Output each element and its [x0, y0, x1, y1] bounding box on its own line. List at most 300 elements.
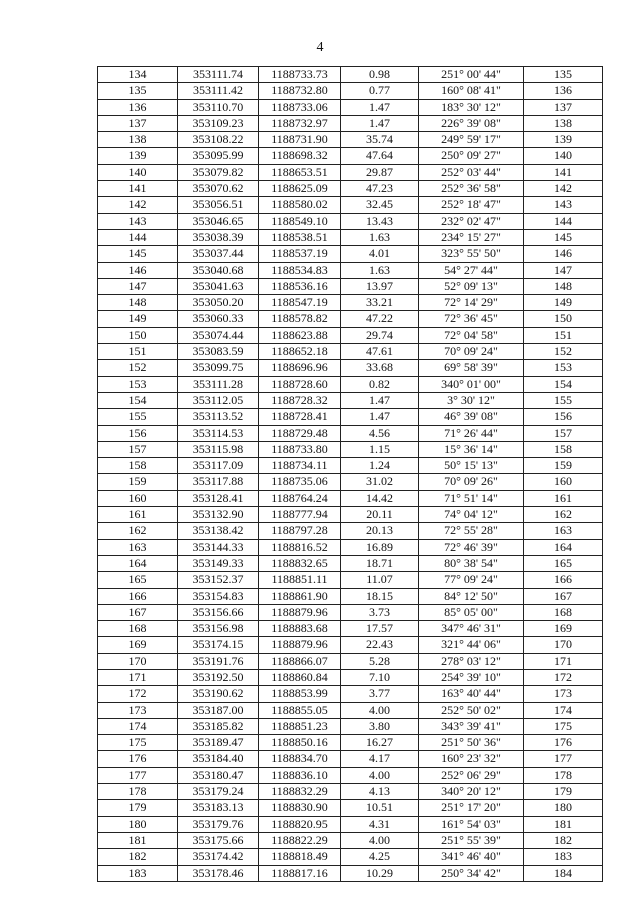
point-number-cell: 157 — [98, 441, 178, 457]
distance-cell: 7.10 — [341, 669, 419, 685]
bearing-cell: 252° 50' 02" — [419, 702, 524, 718]
coordinates-table-body — [98, 67, 603, 882]
distance-cell: 47.23 — [341, 181, 419, 197]
bearing-cell: 251° 55' 39" — [419, 832, 524, 848]
next-point-cell: 138 — [524, 115, 603, 131]
bearing-cell: 250° 09' 27" — [419, 148, 524, 164]
next-point-cell: 137 — [524, 99, 603, 115]
distance-cell: 47.22 — [341, 311, 419, 327]
x-coordinate-cell: 353183.13 — [178, 800, 259, 816]
y-coordinate-cell: 1188777.94 — [259, 507, 341, 523]
bearing-cell: 15° 36' 14" — [419, 441, 524, 457]
table-row — [98, 83, 603, 99]
bearing-cell: 252° 06' 29" — [419, 767, 524, 783]
distance-cell: 31.02 — [341, 474, 419, 490]
y-coordinate-cell: 1188733.73 — [259, 67, 341, 83]
x-coordinate-cell: 353111.74 — [178, 67, 259, 83]
distance-cell: 35.74 — [341, 132, 419, 148]
point-number-cell: 153 — [98, 376, 178, 392]
coordinates-table — [97, 66, 603, 882]
point-number-cell: 143 — [98, 213, 178, 229]
table-row — [98, 474, 603, 490]
point-number-cell: 154 — [98, 392, 178, 408]
table-row — [98, 735, 603, 751]
point-number-cell: 135 — [98, 83, 178, 99]
bearing-cell: 347° 46' 31" — [419, 621, 524, 637]
x-coordinate-cell: 353152.37 — [178, 572, 259, 588]
y-coordinate-cell: 1188578.82 — [259, 311, 341, 327]
point-number-cell: 179 — [98, 800, 178, 816]
point-number-cell: 149 — [98, 311, 178, 327]
x-coordinate-cell: 353154.83 — [178, 588, 259, 604]
table-row — [98, 295, 603, 311]
y-coordinate-cell: 1188817.16 — [259, 865, 341, 881]
bearing-cell: 160° 23' 32" — [419, 751, 524, 767]
next-point-cell: 147 — [524, 262, 603, 278]
point-number-cell: 156 — [98, 425, 178, 441]
y-coordinate-cell: 1188879.96 — [259, 637, 341, 653]
x-coordinate-cell: 353175.66 — [178, 832, 259, 848]
y-coordinate-cell: 1188623.88 — [259, 327, 341, 343]
next-point-cell: 178 — [524, 767, 603, 783]
bearing-cell: 251° 00' 44" — [419, 67, 524, 83]
distance-cell: 4.13 — [341, 784, 419, 800]
table-row — [98, 816, 603, 832]
y-coordinate-cell: 1188735.06 — [259, 474, 341, 490]
bearing-cell: 54° 27' 44" — [419, 262, 524, 278]
bearing-cell: 70° 09' 24" — [419, 344, 524, 360]
table-row — [98, 458, 603, 474]
next-point-cell: 151 — [524, 327, 603, 343]
table-row — [98, 800, 603, 816]
bearing-cell: 183° 30' 12" — [419, 99, 524, 115]
distance-cell: 1.15 — [341, 441, 419, 457]
y-coordinate-cell: 1188836.10 — [259, 767, 341, 783]
distance-cell: 18.71 — [341, 555, 419, 571]
x-coordinate-cell: 353185.82 — [178, 718, 259, 734]
x-coordinate-cell: 353138.42 — [178, 523, 259, 539]
table-row — [98, 311, 603, 327]
point-number-cell: 175 — [98, 735, 178, 751]
y-coordinate-cell: 1188851.23 — [259, 718, 341, 734]
next-point-cell: 140 — [524, 148, 603, 164]
table-row — [98, 278, 603, 294]
next-point-cell: 165 — [524, 555, 603, 571]
next-point-cell: 143 — [524, 197, 603, 213]
next-point-cell: 146 — [524, 246, 603, 262]
next-point-cell: 152 — [524, 344, 603, 360]
y-coordinate-cell: 1188696.96 — [259, 360, 341, 376]
bearing-cell: 72° 14' 29" — [419, 295, 524, 311]
table-row — [98, 621, 603, 637]
table-row — [98, 213, 603, 229]
y-coordinate-cell: 1188537.19 — [259, 246, 341, 262]
point-number-cell: 168 — [98, 621, 178, 637]
point-number-cell: 171 — [98, 669, 178, 685]
y-coordinate-cell: 1188820.95 — [259, 816, 341, 832]
y-coordinate-cell: 1188861.90 — [259, 588, 341, 604]
bearing-cell: 234° 15' 27" — [419, 229, 524, 245]
table-row — [98, 360, 603, 376]
table-row — [98, 539, 603, 555]
table-row — [98, 832, 603, 848]
x-coordinate-cell: 353111.42 — [178, 83, 259, 99]
distance-cell: 11.07 — [341, 572, 419, 588]
y-coordinate-cell: 1188797.28 — [259, 523, 341, 539]
table-row — [98, 246, 603, 262]
distance-cell: 14.42 — [341, 490, 419, 506]
distance-cell: 4.56 — [341, 425, 419, 441]
table-row — [98, 148, 603, 164]
next-point-cell: 169 — [524, 621, 603, 637]
bearing-cell: 85° 05' 00" — [419, 604, 524, 620]
point-number-cell: 138 — [98, 132, 178, 148]
next-point-cell: 162 — [524, 507, 603, 523]
bearing-cell: 251° 17' 20" — [419, 800, 524, 816]
bearing-cell: 72° 36' 45" — [419, 311, 524, 327]
y-coordinate-cell: 1188728.60 — [259, 376, 341, 392]
next-point-cell: 157 — [524, 425, 603, 441]
y-coordinate-cell: 1188764.24 — [259, 490, 341, 506]
next-point-cell: 177 — [524, 751, 603, 767]
point-number-cell: 151 — [98, 344, 178, 360]
y-coordinate-cell: 1188538.51 — [259, 229, 341, 245]
x-coordinate-cell: 353099.75 — [178, 360, 259, 376]
y-coordinate-cell: 1188855.05 — [259, 702, 341, 718]
table-row — [98, 344, 603, 360]
y-coordinate-cell: 1188879.96 — [259, 604, 341, 620]
point-number-cell: 169 — [98, 637, 178, 653]
x-coordinate-cell: 353114.53 — [178, 425, 259, 441]
x-coordinate-cell: 353109.23 — [178, 115, 259, 131]
point-number-cell: 158 — [98, 458, 178, 474]
y-coordinate-cell: 1188580.02 — [259, 197, 341, 213]
x-coordinate-cell: 353108.22 — [178, 132, 259, 148]
table-row — [98, 164, 603, 180]
y-coordinate-cell: 1188734.11 — [259, 458, 341, 474]
distance-cell: 1.47 — [341, 392, 419, 408]
table-row — [98, 181, 603, 197]
x-coordinate-cell: 353113.52 — [178, 409, 259, 425]
table-row — [98, 441, 603, 457]
bearing-cell: 74° 04' 12" — [419, 507, 524, 523]
point-number-cell: 172 — [98, 686, 178, 702]
y-coordinate-cell: 1188733.80 — [259, 441, 341, 457]
table-row — [98, 99, 603, 115]
table-row — [98, 262, 603, 278]
x-coordinate-cell: 353192.50 — [178, 669, 259, 685]
bearing-cell: 46° 39' 08" — [419, 409, 524, 425]
distance-cell: 4.00 — [341, 832, 419, 848]
next-point-cell: 184 — [524, 865, 603, 881]
bearing-cell: 341° 46' 40" — [419, 849, 524, 865]
point-number-cell: 137 — [98, 115, 178, 131]
bearing-cell: 72° 04' 58" — [419, 327, 524, 343]
y-coordinate-cell: 1188860.84 — [259, 669, 341, 685]
x-coordinate-cell: 353111.28 — [178, 376, 259, 392]
distance-cell: 4.25 — [341, 849, 419, 865]
distance-cell: 16.89 — [341, 539, 419, 555]
distance-cell: 32.45 — [341, 197, 419, 213]
x-coordinate-cell: 353187.00 — [178, 702, 259, 718]
y-coordinate-cell: 1188883.68 — [259, 621, 341, 637]
table-row — [98, 392, 603, 408]
distance-cell: 4.00 — [341, 767, 419, 783]
bearing-cell: 252° 03' 44" — [419, 164, 524, 180]
y-coordinate-cell: 1188850.16 — [259, 735, 341, 751]
bearing-cell: 70° 09' 26" — [419, 474, 524, 490]
point-number-cell: 176 — [98, 751, 178, 767]
table-row — [98, 751, 603, 767]
point-number-cell: 150 — [98, 327, 178, 343]
point-number-cell: 178 — [98, 784, 178, 800]
point-number-cell: 136 — [98, 99, 178, 115]
x-coordinate-cell: 353144.33 — [178, 539, 259, 555]
x-coordinate-cell: 353070.62 — [178, 181, 259, 197]
bearing-cell: 343° 39' 41" — [419, 718, 524, 734]
x-coordinate-cell: 353074.44 — [178, 327, 259, 343]
bearing-cell: 80° 38' 54" — [419, 555, 524, 571]
next-point-cell: 168 — [524, 604, 603, 620]
y-coordinate-cell: 1188549.10 — [259, 213, 341, 229]
distance-cell: 18.15 — [341, 588, 419, 604]
x-coordinate-cell: 353149.33 — [178, 555, 259, 571]
distance-cell: 1.24 — [341, 458, 419, 474]
page-number: 4 — [316, 40, 324, 55]
table-row — [98, 686, 603, 702]
y-coordinate-cell: 1188731.90 — [259, 132, 341, 148]
next-point-cell: 179 — [524, 784, 603, 800]
table-row — [98, 555, 603, 571]
bearing-cell: 250° 34' 42" — [419, 865, 524, 881]
distance-cell: 47.64 — [341, 148, 419, 164]
next-point-cell: 150 — [524, 311, 603, 327]
bearing-cell: 72° 46' 39" — [419, 539, 524, 555]
bearing-cell: 3° 30' 12" — [419, 392, 524, 408]
point-number-cell: 134 — [98, 67, 178, 83]
point-number-cell: 162 — [98, 523, 178, 539]
next-point-cell: 163 — [524, 523, 603, 539]
distance-cell: 13.97 — [341, 278, 419, 294]
next-point-cell: 183 — [524, 849, 603, 865]
bearing-cell: 52° 09' 13" — [419, 278, 524, 294]
distance-cell: 1.63 — [341, 229, 419, 245]
table-row — [98, 572, 603, 588]
bearing-cell: 321° 44' 06" — [419, 637, 524, 653]
y-coordinate-cell: 1188536.16 — [259, 278, 341, 294]
bearing-cell: 161° 54' 03" — [419, 816, 524, 832]
x-coordinate-cell: 353112.05 — [178, 392, 259, 408]
table-row — [98, 376, 603, 392]
next-point-cell: 170 — [524, 637, 603, 653]
distance-cell: 47.61 — [341, 344, 419, 360]
next-point-cell: 159 — [524, 458, 603, 474]
table-row — [98, 229, 603, 245]
x-coordinate-cell: 353038.39 — [178, 229, 259, 245]
point-number-cell: 180 — [98, 816, 178, 832]
bearing-cell: 84° 12' 50" — [419, 588, 524, 604]
x-coordinate-cell: 353132.90 — [178, 507, 259, 523]
y-coordinate-cell: 1188732.80 — [259, 83, 341, 99]
y-coordinate-cell: 1188625.09 — [259, 181, 341, 197]
bearing-cell: 71° 51' 14" — [419, 490, 524, 506]
distance-cell: 1.47 — [341, 99, 419, 115]
x-coordinate-cell: 353128.41 — [178, 490, 259, 506]
bearing-cell: 340° 20' 12" — [419, 784, 524, 800]
point-number-cell: 177 — [98, 767, 178, 783]
y-coordinate-cell: 1188851.11 — [259, 572, 341, 588]
point-number-cell: 155 — [98, 409, 178, 425]
bearing-cell: 77° 09' 24" — [419, 572, 524, 588]
y-coordinate-cell: 1188534.83 — [259, 262, 341, 278]
distance-cell: 16.27 — [341, 735, 419, 751]
y-coordinate-cell: 1188728.32 — [259, 392, 341, 408]
table-row — [98, 507, 603, 523]
table-row — [98, 604, 603, 620]
next-point-cell: 142 — [524, 181, 603, 197]
next-point-cell: 158 — [524, 441, 603, 457]
x-coordinate-cell: 353191.76 — [178, 653, 259, 669]
distance-cell: 4.31 — [341, 816, 419, 832]
table-row — [98, 490, 603, 506]
distance-cell: 17.57 — [341, 621, 419, 637]
x-coordinate-cell: 353179.24 — [178, 784, 259, 800]
point-number-cell: 148 — [98, 295, 178, 311]
x-coordinate-cell: 353174.42 — [178, 849, 259, 865]
point-number-cell: 161 — [98, 507, 178, 523]
point-number-cell: 139 — [98, 148, 178, 164]
point-number-cell: 142 — [98, 197, 178, 213]
bearing-cell: 340° 01' 00" — [419, 376, 524, 392]
next-point-cell: 181 — [524, 816, 603, 832]
point-number-cell: 160 — [98, 490, 178, 506]
bearing-cell: 71° 26' 44" — [419, 425, 524, 441]
y-coordinate-cell: 1188832.65 — [259, 555, 341, 571]
x-coordinate-cell: 353180.47 — [178, 767, 259, 783]
point-number-cell: 164 — [98, 555, 178, 571]
point-number-cell: 152 — [98, 360, 178, 376]
bearing-cell: 249° 59' 17" — [419, 132, 524, 148]
point-number-cell: 140 — [98, 164, 178, 180]
bearing-cell: 160° 08' 41" — [419, 83, 524, 99]
x-coordinate-cell: 353056.51 — [178, 197, 259, 213]
distance-cell: 1.47 — [341, 115, 419, 131]
table-row — [98, 702, 603, 718]
next-point-cell: 135 — [524, 67, 603, 83]
table-row — [98, 327, 603, 343]
y-coordinate-cell: 1188729.48 — [259, 425, 341, 441]
table-row — [98, 132, 603, 148]
table-row — [98, 425, 603, 441]
table-row — [98, 767, 603, 783]
distance-cell: 1.47 — [341, 409, 419, 425]
distance-cell: 29.87 — [341, 164, 419, 180]
next-point-cell: 160 — [524, 474, 603, 490]
y-coordinate-cell: 1188732.97 — [259, 115, 341, 131]
bearing-cell: 72° 55' 28" — [419, 523, 524, 539]
table-row — [98, 718, 603, 734]
point-number-cell: 170 — [98, 653, 178, 669]
point-number-cell: 141 — [98, 181, 178, 197]
next-point-cell: 161 — [524, 490, 603, 506]
distance-cell: 20.13 — [341, 523, 419, 539]
x-coordinate-cell: 353037.44 — [178, 246, 259, 262]
table-row — [98, 523, 603, 539]
distance-cell: 20.11 — [341, 507, 419, 523]
y-coordinate-cell: 1188830.90 — [259, 800, 341, 816]
distance-cell: 3.80 — [341, 718, 419, 734]
bearing-cell: 252° 18' 47" — [419, 197, 524, 213]
distance-cell: 3.73 — [341, 604, 419, 620]
y-coordinate-cell: 1188698.32 — [259, 148, 341, 164]
next-point-cell: 156 — [524, 409, 603, 425]
next-point-cell: 172 — [524, 669, 603, 685]
y-coordinate-cell: 1188818.49 — [259, 849, 341, 865]
point-number-cell: 181 — [98, 832, 178, 848]
point-number-cell: 159 — [98, 474, 178, 490]
x-coordinate-cell: 353178.46 — [178, 865, 259, 881]
next-point-cell: 173 — [524, 686, 603, 702]
point-number-cell: 144 — [98, 229, 178, 245]
next-point-cell: 164 — [524, 539, 603, 555]
point-number-cell: 183 — [98, 865, 178, 881]
bearing-cell: 50° 15' 13" — [419, 458, 524, 474]
x-coordinate-cell: 353117.09 — [178, 458, 259, 474]
x-coordinate-cell: 353095.99 — [178, 148, 259, 164]
distance-cell: 0.82 — [341, 376, 419, 392]
point-number-cell: 165 — [98, 572, 178, 588]
bearing-cell: 251° 50' 36" — [419, 735, 524, 751]
next-point-cell: 155 — [524, 392, 603, 408]
distance-cell: 4.01 — [341, 246, 419, 262]
y-coordinate-cell: 1188733.06 — [259, 99, 341, 115]
distance-cell: 10.51 — [341, 800, 419, 816]
x-coordinate-cell: 353189.47 — [178, 735, 259, 751]
point-number-cell: 163 — [98, 539, 178, 555]
bearing-cell: 163° 40' 44" — [419, 686, 524, 702]
next-point-cell: 148 — [524, 278, 603, 294]
bearing-cell: 254° 39' 10" — [419, 669, 524, 685]
bearing-cell: 69° 58' 39" — [419, 360, 524, 376]
next-point-cell: 171 — [524, 653, 603, 669]
table-row — [98, 849, 603, 865]
y-coordinate-cell: 1188853.99 — [259, 686, 341, 702]
bearing-cell: 226° 39' 08" — [419, 115, 524, 131]
point-number-cell: 174 — [98, 718, 178, 734]
point-number-cell: 146 — [98, 262, 178, 278]
next-point-cell: 145 — [524, 229, 603, 245]
next-point-cell: 182 — [524, 832, 603, 848]
point-number-cell: 173 — [98, 702, 178, 718]
bearing-cell: 232° 02' 47" — [419, 213, 524, 229]
x-coordinate-cell: 353190.62 — [178, 686, 259, 702]
point-number-cell: 145 — [98, 246, 178, 262]
next-point-cell: 176 — [524, 735, 603, 751]
point-number-cell: 182 — [98, 849, 178, 865]
x-coordinate-cell: 353156.98 — [178, 621, 259, 637]
next-point-cell: 144 — [524, 213, 603, 229]
x-coordinate-cell: 353174.15 — [178, 637, 259, 653]
y-coordinate-cell: 1188834.70 — [259, 751, 341, 767]
y-coordinate-cell: 1188652.18 — [259, 344, 341, 360]
distance-cell: 0.77 — [341, 83, 419, 99]
distance-cell: 1.63 — [341, 262, 419, 278]
x-coordinate-cell: 353179.76 — [178, 816, 259, 832]
y-coordinate-cell: 1188832.29 — [259, 784, 341, 800]
bearing-cell: 252° 36' 58" — [419, 181, 524, 197]
x-coordinate-cell: 353156.66 — [178, 604, 259, 620]
x-coordinate-cell: 353046.65 — [178, 213, 259, 229]
